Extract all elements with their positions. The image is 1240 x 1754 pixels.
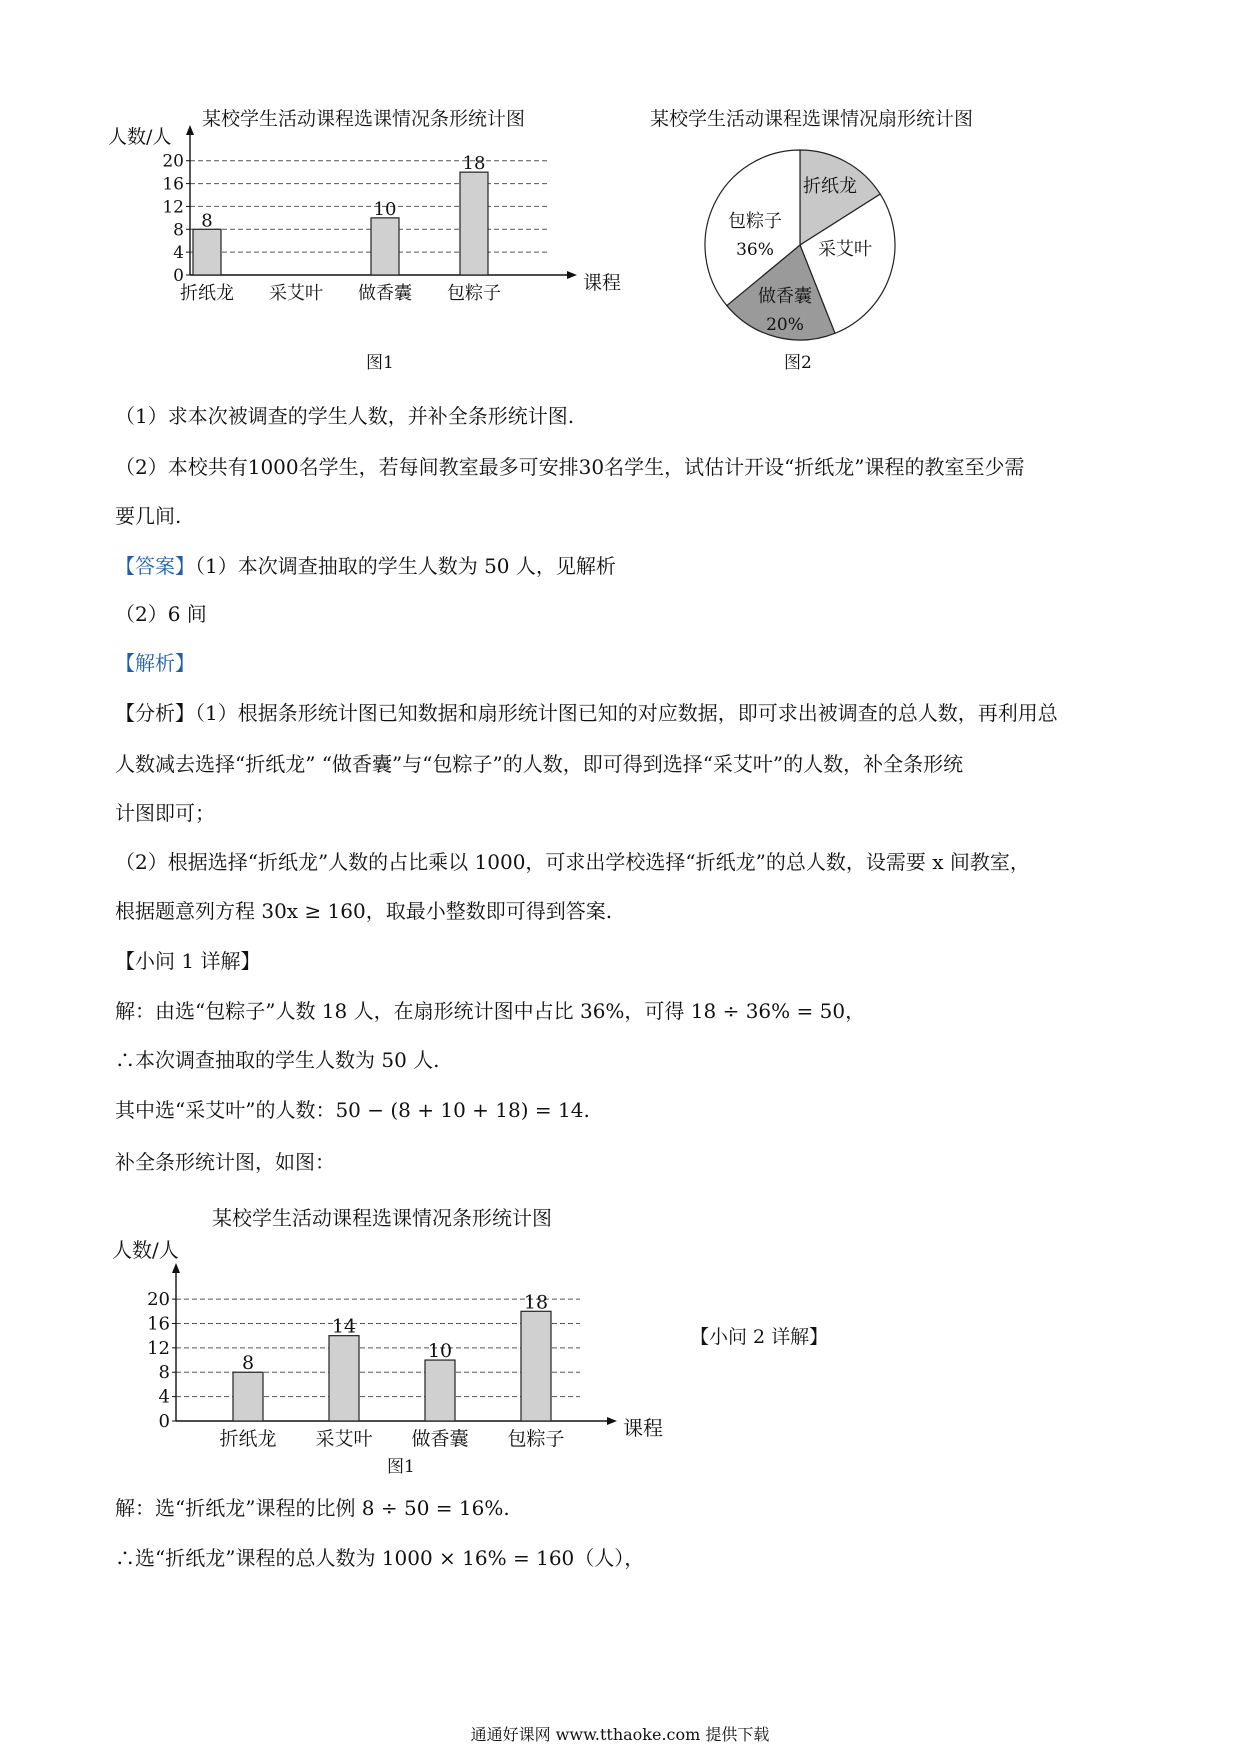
pie-slice-value: 36% <box>736 240 774 260</box>
y-tick-label: 4 <box>158 1386 170 1408</box>
category-label: 折纸龙 <box>219 1428 277 1450</box>
bar <box>460 172 488 275</box>
pie-chart-svg <box>630 95 1010 345</box>
fenxi-line-5: 根据题意列方程 30x ≥ 160，取最小整数即可得到答案. <box>115 899 613 923</box>
bar-value-label: 18 <box>462 153 486 175</box>
analysis-tag: 【解析】 <box>115 651 195 675</box>
x-axis-arrow <box>567 271 577 279</box>
bar-value-label: 14 <box>331 1315 357 1338</box>
bar-chart-2 <box>110 1185 670 1460</box>
fenxi-line-2: 人数减去选择“折纸龙” “做香囊”与“包粽子”的人数，即可得到选择“采艾叶”的人数，补全条形统 <box>115 752 964 776</box>
answer-2: （2）6 间 <box>115 602 207 626</box>
y-tick-label: 8 <box>173 220 184 241</box>
bar <box>233 1372 263 1421</box>
chart-title: 某校学生活动课程选课情况条形统计图 <box>212 1206 552 1230</box>
subquestion-2-heading: 【小问 2 详解】 <box>690 1326 829 1348</box>
y-tick-label: 0 <box>158 1411 170 1432</box>
y-tick-label: 16 <box>147 1313 170 1335</box>
figure-1-caption: 图1 <box>366 353 394 373</box>
fenxi-line-3: 计图即可； <box>115 801 215 825</box>
bar-chart-1 <box>108 95 630 335</box>
fenxi-tag: 【分析】 <box>115 701 195 725</box>
bar-value-label: 8 <box>241 1352 255 1375</box>
y-axis-arrow <box>186 125 194 135</box>
pie-slice-label: 采艾叶 <box>818 239 872 260</box>
y-tick-label: 8 <box>158 1362 170 1384</box>
answer-1: （1）本次调查抽取的学生人数为 50 人，见解析 <box>195 554 616 578</box>
bar-chart-1-svg <box>108 95 630 335</box>
solution-1-line-2: ∴本次调查抽取的学生人数为 50 人. <box>115 1048 440 1072</box>
solution-2-line-2: ∴选“折纸龙”课程的总人数为 1000 × 16% = 160（人）， <box>115 1546 645 1570</box>
y-tick-label: 20 <box>162 151 184 172</box>
y-tick-label: 16 <box>162 174 184 195</box>
chart-title: 某校学生活动课程选课情况条形统计图 <box>202 108 526 130</box>
answer-tag: 【答案】 <box>115 554 195 578</box>
y-tick-label: 12 <box>147 1337 170 1359</box>
bar-value-label: 8 <box>201 210 213 232</box>
answer-line-1 <box>115 550 616 579</box>
category-label: 做香囊 <box>411 1428 469 1450</box>
category-label: 采艾叶 <box>269 283 323 304</box>
fenxi-line-1 <box>115 697 1058 726</box>
bar-value-label: 10 <box>373 198 397 220</box>
bar <box>371 218 399 275</box>
y-axis-arrow <box>172 1263 180 1273</box>
question-2-line-1: （2）本校共有1000名学生，若每间教室最多可安排30名学生，试估计开设“折纸龙”课程的教室至少需 <box>115 455 1025 479</box>
pie-slice-value: 20% <box>766 315 804 335</box>
bar-chart-2-svg <box>110 1185 670 1460</box>
bar <box>329 1336 359 1421</box>
pie-slice-label: 做香囊 <box>758 286 812 307</box>
solution-2-line-1: 解：选“折纸龙”课程的比例 8 ÷ 50 = 16%. <box>115 1496 510 1520</box>
pie-slice-label: 折纸龙 <box>803 176 857 197</box>
figure-1-completed-caption: 图1 <box>387 1457 415 1477</box>
category-label: 折纸龙 <box>180 283 234 304</box>
y-axis-label: 人数/人 <box>108 126 172 148</box>
bar <box>521 1311 551 1421</box>
solution-1-line-1: 解：由选“包粽子”人数 18 人，在扇形统计图中占比 36%，可得 18 ÷ 36% = 50， <box>115 999 866 1023</box>
bar <box>193 229 221 275</box>
x-axis-label: 课程 <box>623 1416 663 1440</box>
bar-value-label: 18 <box>523 1291 549 1314</box>
category-label: 采艾叶 <box>315 1428 373 1450</box>
x-axis-arrow <box>607 1417 617 1425</box>
question-2-line-2: 要几间. <box>115 504 182 528</box>
subquestion-1-heading: 【小问 1 详解】 <box>115 949 261 973</box>
pie-slice-label: 包粽子 <box>728 211 782 232</box>
figure-2-caption: 图2 <box>784 353 812 373</box>
category-label: 包粽子 <box>507 1428 565 1450</box>
category-label: 包粽子 <box>447 283 501 304</box>
bar <box>425 1360 455 1421</box>
solution-1-line-3: 其中选“采艾叶”的人数：50 − (8 + 10 + 18) = 14. <box>115 1098 590 1122</box>
footer: 通通好课网 www.tthaoke.com 提供下载 <box>470 1725 770 1744</box>
bar-value-label: 10 <box>427 1340 453 1363</box>
y-axis-label: 人数/人 <box>112 1238 179 1262</box>
y-tick-label: 0 <box>173 266 184 286</box>
fenxi-1a: （1）根据条形统计图已知数据和扇形统计图已知的对应数据，即可求出被调查的总人数，再利用总 <box>195 701 1058 725</box>
y-tick-label: 12 <box>162 197 184 218</box>
chart-title: 某校学生活动课程选课情况扇形统计图 <box>650 108 974 130</box>
fenxi-line-4: （2）根据选择“折纸龙”人数的占比乘以 1000，可求出学校选择“折纸龙”的总人数，设需要 x 间教室， <box>115 850 1030 874</box>
y-tick-label: 20 <box>147 1289 170 1311</box>
solution-1-line-4: 补全条形统计图，如图： <box>115 1150 335 1174</box>
question-1: （1）求本次被调查的学生人数，并补全条形统计图. <box>115 404 575 428</box>
x-axis-label: 课程 <box>583 272 622 294</box>
category-label: 做香囊 <box>358 283 412 304</box>
pie-chart <box>630 95 1010 345</box>
y-tick-label: 4 <box>173 243 184 264</box>
